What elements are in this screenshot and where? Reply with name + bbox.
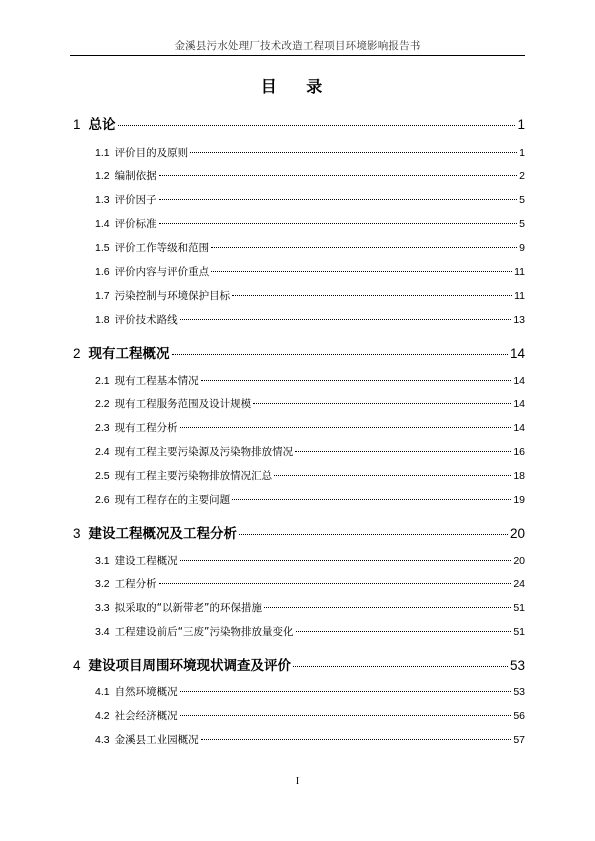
toc-leader-dots <box>274 474 511 476</box>
toc-section-entry[interactable] <box>95 168 525 183</box>
toc-entry-label <box>95 732 199 747</box>
toc-leader-dots <box>211 270 512 272</box>
toc-entry-title: 评价工作等级和范围 <box>114 242 210 254</box>
toc-leader-dots <box>201 379 512 381</box>
toc-entry-number: 1.4 <box>95 218 110 230</box>
toc-entry-title: 建设项目周围环境现状调查及评价 <box>88 658 292 674</box>
toc-leader-dots <box>239 533 508 535</box>
toc-entry-page: 24 <box>513 578 525 590</box>
toc-leader-dots <box>172 353 508 355</box>
toc-entry-number: 1.8 <box>95 314 110 326</box>
toc-entry-page: 16 <box>513 446 525 458</box>
toc-entry-title: 建设工程概况及工程分析 <box>88 526 238 542</box>
toc-entry-number: 1 <box>73 117 81 132</box>
toc-leader-dots <box>253 402 511 404</box>
toc-entry-title: 现有工程分析 <box>114 422 178 434</box>
toc-entry-number: 3.2 <box>95 578 110 590</box>
toc-entry-title: 工程建设前后“三废”污染物排放量变化 <box>114 626 294 638</box>
toc-entry-page: 1 <box>519 147 525 159</box>
toc-section-entry[interactable] <box>95 312 525 327</box>
toc-entry-page: 14 <box>513 422 525 434</box>
toc-entry-title: 现有工程存在的主要问题 <box>114 494 231 506</box>
toc-entry-title: 拟采取的“以新带老”的环保措施 <box>114 602 262 614</box>
toc-leader-dots <box>180 318 512 320</box>
toc-entry-label <box>95 216 157 231</box>
toc-section-entry[interactable] <box>95 240 525 255</box>
toc-entry-number: 4 <box>73 658 81 673</box>
toc-leader-dots <box>211 246 517 248</box>
toc-entry-title: 评价因子 <box>114 194 157 206</box>
toc-entry-title: 现有工程服务范围及设计规模 <box>114 398 252 410</box>
toc-entry-number: 2 <box>73 346 81 361</box>
toc-entry-page: 11 <box>514 266 525 278</box>
toc-leader-dots <box>159 174 518 176</box>
toc-entry-label <box>95 576 157 591</box>
toc-entry-number: 2.5 <box>95 470 110 482</box>
toc-entry-title: 现有工程主要污染物排放情况汇总 <box>114 470 273 482</box>
toc-entry-title: 现有工程概况 <box>88 346 170 362</box>
toc-entry-page: 51 <box>513 626 525 638</box>
toc-entry-label <box>95 145 188 160</box>
toc-entry-page: 11 <box>514 290 525 302</box>
toc-section-entry[interactable] <box>95 264 525 279</box>
toc-entry-number: 1.7 <box>95 290 110 302</box>
toc-entry-label <box>95 240 209 255</box>
toc-entry-title: 社会经济概况 <box>114 710 178 722</box>
toc-entry-label <box>95 168 157 183</box>
toc-entry-page: 14 <box>513 398 525 410</box>
toc-leader-dots <box>180 426 512 428</box>
toc-section-entry[interactable] <box>95 396 525 411</box>
toc-leader-dots <box>232 498 511 500</box>
toc-entry-title: 评价标准 <box>114 218 157 230</box>
toc-entry-number: 2.1 <box>95 375 110 387</box>
toc-leader-dots <box>180 690 512 692</box>
toc-entry-page: 2 <box>519 170 525 182</box>
toc-entry-page: 1 <box>517 117 525 132</box>
toc-entry-number: 1.2 <box>95 170 110 182</box>
toc-entry-number: 1.5 <box>95 242 110 254</box>
toc-section-entry[interactable] <box>95 684 525 699</box>
toc-section-entry[interactable] <box>95 553 525 568</box>
toc-chapter-entry[interactable] <box>73 654 525 674</box>
toc-entry-title: 工程分析 <box>114 578 157 590</box>
toc-entry-number: 3.1 <box>95 555 110 567</box>
toc-entry-title: 总论 <box>88 117 116 133</box>
toc-entry-number: 1.6 <box>95 266 110 278</box>
toc-entry-page: 9 <box>519 242 525 254</box>
toc-leader-dots <box>264 606 511 608</box>
toc-entry-number: 3.3 <box>95 602 110 614</box>
toc-entry-label <box>95 288 230 303</box>
toc-leader-dots <box>232 294 512 296</box>
toc-entry-page: 14 <box>509 346 525 361</box>
toc-entry-label <box>73 113 116 133</box>
toc-entry-label <box>95 684 178 699</box>
toc-entry-number: 3.4 <box>95 626 110 638</box>
toc-entry-page: 20 <box>509 526 525 541</box>
toc-entry-label <box>95 264 209 279</box>
toc-chapter-entry[interactable] <box>73 113 525 133</box>
toc-leader-dots <box>159 222 518 224</box>
toc-entry-number: 2.2 <box>95 398 110 410</box>
toc-entry-label <box>95 468 272 483</box>
toc-section-entry[interactable] <box>95 600 525 615</box>
toc-section-entry[interactable] <box>95 708 525 723</box>
toc-entry-title: 评价内容与评价重点 <box>114 266 210 278</box>
toc-entry-label <box>95 444 293 459</box>
toc-entry-page: 18 <box>513 470 525 482</box>
toc-entry-page: 19 <box>513 494 525 506</box>
toc-entry-page: 53 <box>509 658 525 673</box>
toc-entry-label <box>95 624 294 639</box>
toc-leader-dots <box>159 198 518 200</box>
toc-entry-page: 5 <box>519 218 525 230</box>
toc-title: 目 录 <box>260 77 335 96</box>
toc-section-entry[interactable] <box>95 216 525 231</box>
toc-entry-label <box>95 312 178 327</box>
toc-entry-number: 4.1 <box>95 686 110 698</box>
toc-entry-number: 3 <box>73 526 81 541</box>
toc-section-entry[interactable] <box>95 576 525 591</box>
toc-entry-page: 5 <box>519 194 525 206</box>
toc-section-entry[interactable] <box>95 492 525 507</box>
toc-entry-label <box>95 373 199 388</box>
toc-section-entry[interactable] <box>95 192 525 207</box>
toc-entry-label <box>73 342 170 362</box>
toc-entry-page: 13 <box>513 314 525 326</box>
toc-entry-page: 57 <box>513 734 525 746</box>
toc-entry-label <box>95 553 178 568</box>
page-number: I <box>295 776 300 787</box>
toc-entry-label <box>95 708 178 723</box>
toc-entry-title: 编制依据 <box>114 170 157 182</box>
toc-entry-number: 2.4 <box>95 446 110 458</box>
toc-section-entry[interactable] <box>95 145 525 160</box>
toc-section-entry[interactable] <box>95 624 525 639</box>
toc-entry-title: 建设工程概况 <box>114 555 178 567</box>
toc-entry-label <box>95 420 178 435</box>
toc-entry-title: 评价目的及原则 <box>114 147 189 159</box>
toc-entry-label <box>73 522 237 542</box>
toc-entry-title: 现有工程主要污染源及污染物排放情况 <box>114 446 294 458</box>
toc-chapter-entry[interactable] <box>73 342 525 362</box>
toc-entry-page: 53 <box>513 686 525 698</box>
toc-leader-dots <box>118 124 516 126</box>
toc-entry-label <box>95 396 251 411</box>
toc-entry-number: 4.3 <box>95 734 110 746</box>
toc-entry-title: 污染控制与环境保护目标 <box>114 290 231 302</box>
toc-leader-dots <box>295 450 511 452</box>
toc-entry-number: 1.3 <box>95 194 110 206</box>
toc-entry-title: 金溪县工业园概况 <box>114 734 199 746</box>
toc-entry-page: 51 <box>513 602 525 614</box>
toc-section-entry[interactable] <box>95 732 525 747</box>
toc-leader-dots <box>296 630 512 632</box>
toc-leader-dots <box>201 738 512 740</box>
toc-chapter-entry[interactable] <box>73 522 525 542</box>
toc-leader-dots <box>190 151 517 153</box>
toc-entry-page: 56 <box>513 710 525 722</box>
toc-entry-page: 14 <box>513 375 525 387</box>
toc-entry-label <box>95 492 230 507</box>
toc-section-entry[interactable] <box>95 468 525 483</box>
toc-section-entry[interactable] <box>95 373 525 388</box>
running-header: 金溪县污水处理厂技术改造工程项目环境影响报告书 <box>174 41 421 52</box>
toc-entry-title: 自然环境概况 <box>114 686 178 698</box>
toc-entry-number: 1.1 <box>95 147 110 159</box>
toc-entry-page: 20 <box>513 555 525 567</box>
toc-section-entry[interactable] <box>95 420 525 435</box>
toc-leader-dots <box>159 582 512 584</box>
toc-entry-label <box>95 600 262 615</box>
toc-section-entry[interactable] <box>95 288 525 303</box>
toc-entry-title: 现有工程基本情况 <box>114 375 199 387</box>
toc-leader-dots <box>293 665 508 667</box>
toc-entry-number: 2.3 <box>95 422 110 434</box>
toc-leader-dots <box>180 714 512 716</box>
toc-entry-label <box>73 654 291 674</box>
toc-entry-number: 2.6 <box>95 494 110 506</box>
toc-entry-title: 评价技术路线 <box>114 314 178 326</box>
toc-entry-number: 4.2 <box>95 710 110 722</box>
toc-leader-dots <box>180 559 512 561</box>
toc-entry-label <box>95 192 157 207</box>
toc-section-entry[interactable] <box>95 444 525 459</box>
